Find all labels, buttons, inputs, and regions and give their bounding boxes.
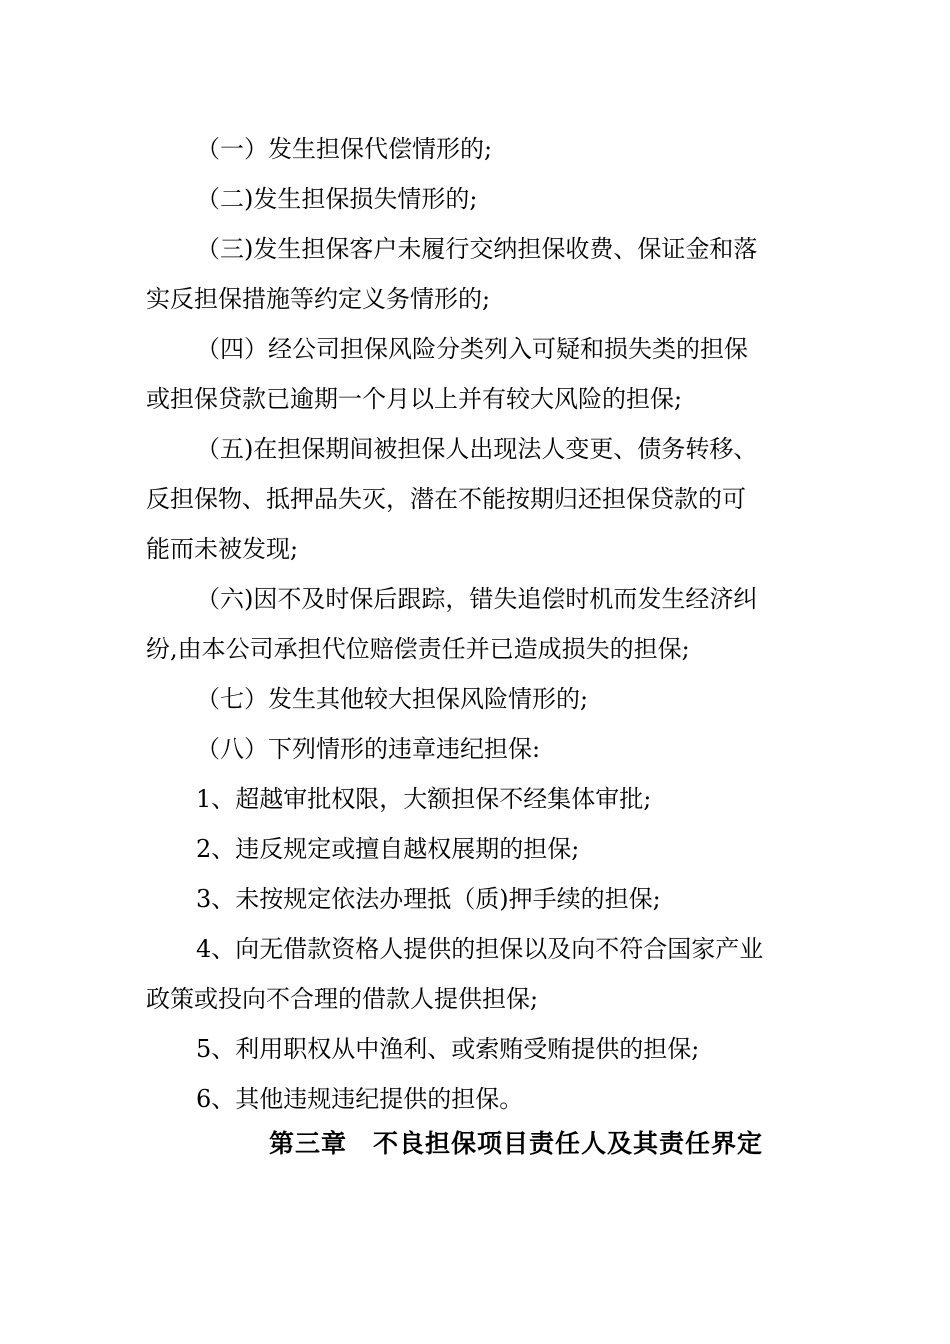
paragraph-line: 实反担保措施等约定义务情形的;: [146, 285, 491, 313]
list-item-continuation: 政策或投向不合理的借款人提供担保;: [146, 985, 539, 1013]
paragraph-line: （一）发生担保代偿情形的;: [196, 135, 493, 163]
list-item: 3、未按规定依法办理抵（质)押手续的担保;: [196, 885, 661, 913]
paragraph-line: 能而未被发现;: [146, 535, 299, 563]
paragraph-line: （七）发生其他较大担保风险情形的;: [196, 685, 589, 713]
paragraph-line: （三)发生担保客户未履行交纳担保收费、保证金和落: [196, 235, 758, 263]
paragraph-line: （八）下列情形的违章违纪担保:: [196, 735, 541, 763]
paragraph-line: （六)因不及时保后跟踪，错失追偿时机而发生经济纠: [196, 585, 758, 613]
paragraph-line: （五)在担保期间被担保人出现法人变更、债务转移、: [196, 435, 758, 463]
paragraph-line: （四）经公司担保风险分类列入可疑和损失类的担保: [196, 335, 748, 363]
list-item: 4、向无借款资格人提供的担保以及向不符合国家产业: [196, 935, 764, 963]
paragraph-line: （二)发生担保损失情形的;: [196, 185, 478, 213]
list-item: 2、违反规定或擅自越权展期的担保;: [196, 835, 580, 863]
paragraph-line: 反担保物、抵押品失灭，潜在不能按期归还担保贷款的可: [146, 485, 746, 513]
paragraph-line: 或担保贷款已逾期一个月以上并有较大风险的担保;: [146, 385, 683, 413]
list-item: 5、利用职权从中渔利、或索贿受贿提供的担保;: [196, 1035, 700, 1063]
list-item: 6、其他违规违纪提供的担保。: [196, 1085, 524, 1113]
paragraph-line: 纷,由本公司承担代位赔偿责任并已造成损失的担保;: [146, 635, 690, 663]
chapter-heading: 第三章 不良担保项目责任人及其责任界定: [268, 1129, 763, 1158]
list-item: 1、超越审批权限，大额担保不经集体审批;: [196, 785, 652, 813]
